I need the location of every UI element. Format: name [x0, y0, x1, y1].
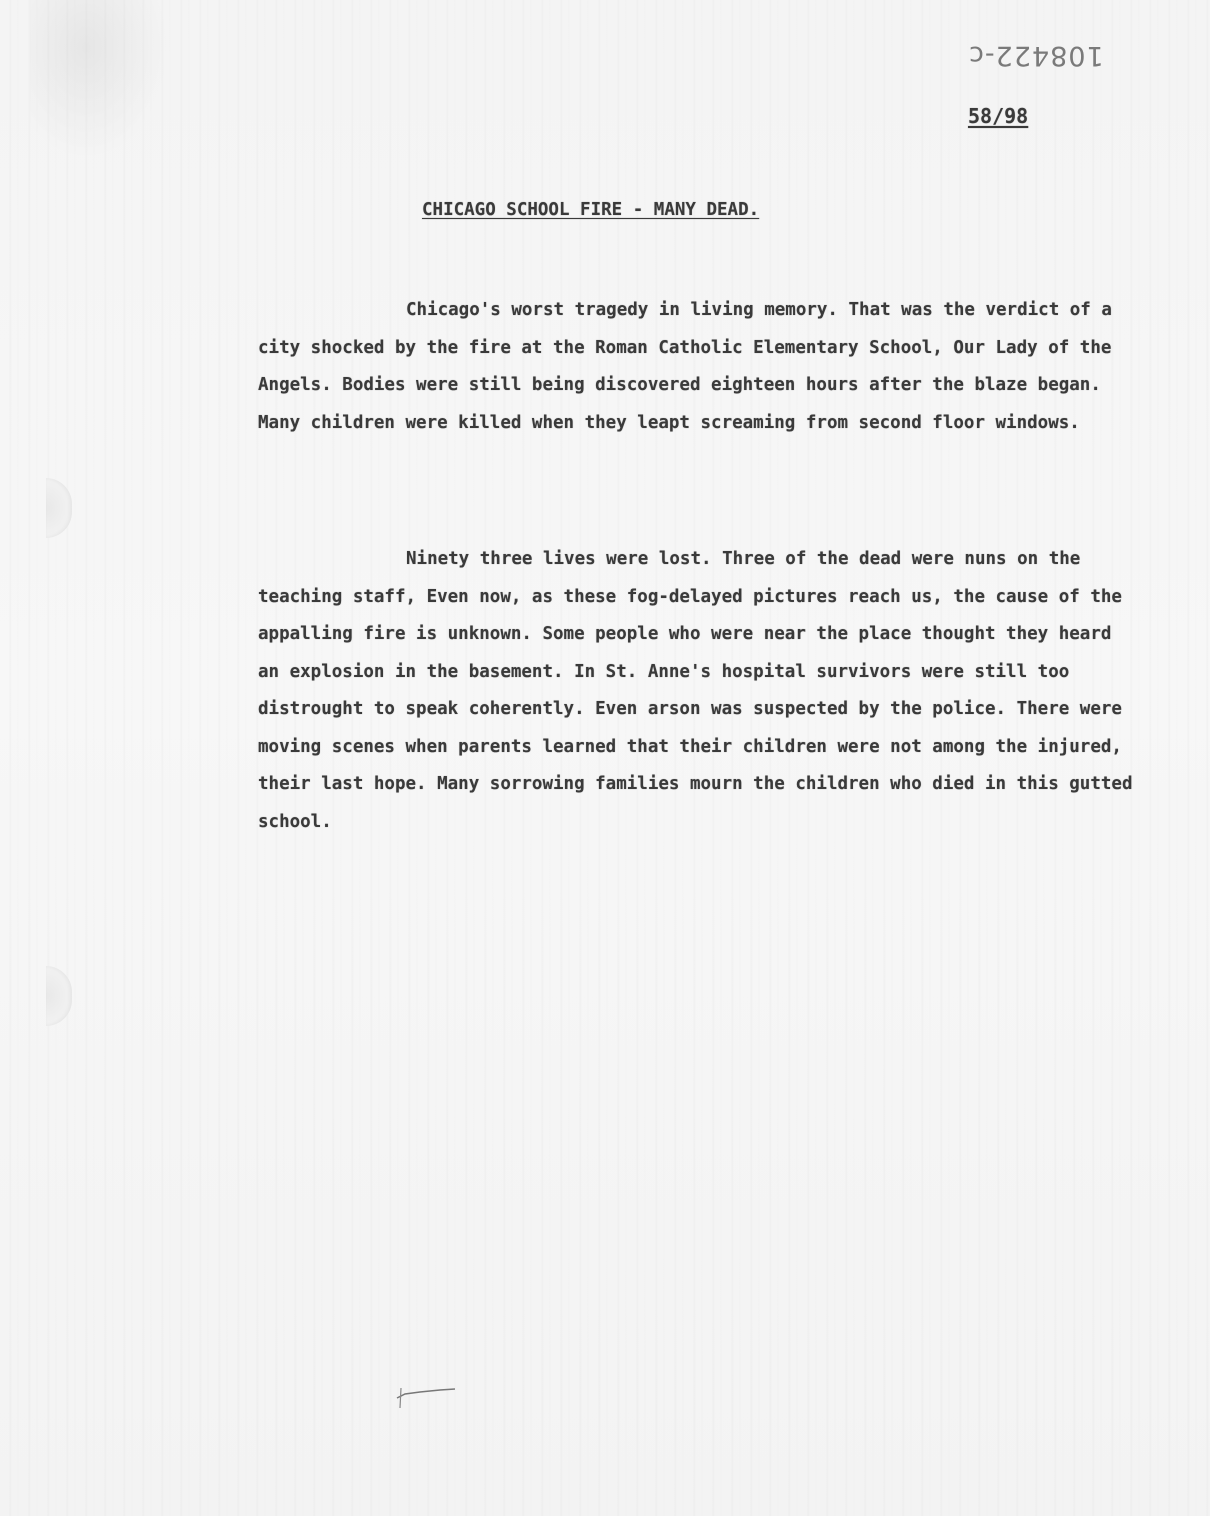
paragraph-2: Ninety three lives were lost. Three of the dead were nuns on the teaching staff, Even now, as these fog-delayed pictures reach us, the cause of the appalling fire is unknown. Some people who were near the place thought they heard an explosion in the basement. In St. Anne's hospital survivors were still too distrought to speak coherently. Even arson was suspected by the police. There were moving scenes when parents learned that their children were not among the injured, their last hope. Many sorrowing families mourn the children who died in this gutted school. — [258, 549, 1133, 832]
pen-mark — [395, 1380, 465, 1410]
punch-hole — [46, 966, 72, 1026]
headline: CHICAGO SCHOOL FIRE - MANY DEAD. — [422, 200, 760, 220]
reference-number: 58/98 — [968, 104, 1029, 128]
paragraph-1: Chicago's worst tragedy in living memory. That was the verdict of a city shocked by the fire at the Roman Catholic Elementary School, Our Lady of the Angels. Bodies were still being discovered eighteen hours after the blaze began. Many children were killed when they leapt screaming from second floor windows. — [258, 300, 1112, 433]
handwritten-archive-number: 108422-c — [968, 40, 1104, 71]
paper-smudge — [30, 0, 170, 160]
punch-hole — [46, 478, 72, 538]
